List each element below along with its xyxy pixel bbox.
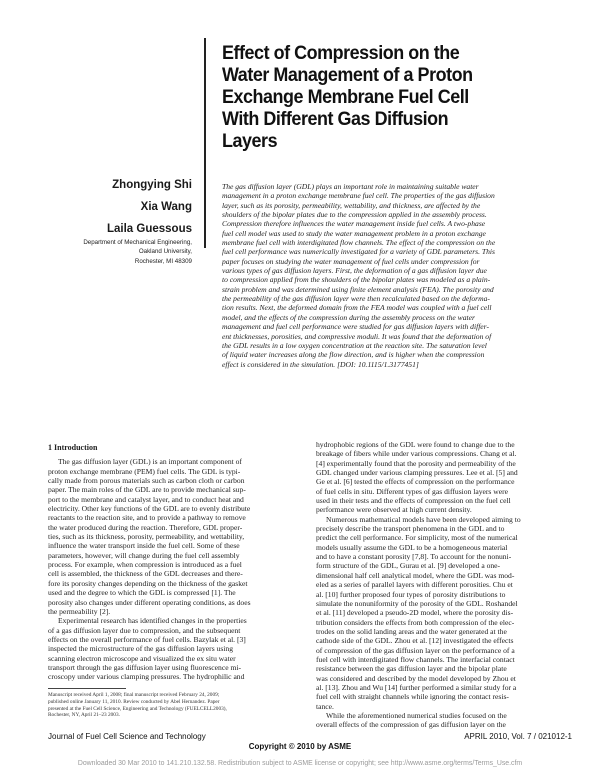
author-affiliation: [83, 238, 192, 266]
body-line: resistance between the gas diffusion layer and the bipolar plate: [316, 664, 507, 674]
author-name: Zhongying Shi: [112, 179, 192, 191]
body-line: reactants to the reaction site, and to provide a pathway to remove: [48, 513, 246, 523]
footnote-line: Manuscript received April 1, 2008; final manuscript received February 24, 2009;: [48, 692, 220, 698]
abstract-line: paper focuses on studying the water management of fuel cells under compression for: [222, 256, 480, 266]
abstract-line: strain problem and was determined using finite element analysis (FEA). The porosity and: [222, 284, 494, 294]
body-line: precisely describe the transport phenomena in the GDL and to: [316, 524, 505, 534]
body-line: transport through the gas diffusion layer using fluorescence mi-: [48, 662, 242, 672]
abstract-line: the permeability of the gas diffusion layer were then recalculated based on the deforma-: [222, 294, 490, 304]
abstract-line: fuel cell model was used to study the water management problem in a proton exchange: [222, 228, 486, 238]
abstract-line: ent thicknesses, porosities, and compressive moduli. It was found that the deformation of: [222, 331, 492, 341]
abstract-line: of liquid water increases along the flow direction, and is higher when the compression: [222, 350, 485, 360]
footnote-line: presented at the Fuel Cell Science, Engineering and Technology (FUELCELL2003),: [48, 705, 227, 712]
title-line: Water Management of a Proton: [222, 64, 473, 86]
body-line: simulate the nonuniformity of the porosity of the GDL. Roshandel: [316, 598, 518, 608]
title-line: With Different Gas Diffusion: [222, 108, 449, 130]
body-line: fuel cell with straight channels while ignoring the contact resis-: [316, 692, 509, 702]
body-line: form structure of the GDL, Gurau et al. [9] developed a one-: [316, 561, 501, 571]
body-line: The gas diffusion layer (GDL) is an important component of: [58, 457, 242, 467]
body-line: porosity also changes under different operating conditions, as does: [48, 597, 251, 607]
abstract-line: shoulders of the bipolar plates due to the compression applied in the assembly process.: [222, 210, 487, 220]
affiliation-line: Department of Mechanical Engineering,: [83, 239, 192, 246]
title-line: Exchange Membrane Fuel Cell: [222, 86, 469, 108]
body-line: overall effects of the compression of gas diffusion layer on the: [316, 720, 506, 730]
body-line: GDL changed under various clamping pressures. Lee et al. [5] and: [316, 468, 518, 478]
author-list: [107, 174, 192, 240]
body-line: and to have a constant porosity [7,8]. To account for the nonuni-: [316, 552, 512, 562]
abstract-line: fuel cell performance was numerically investigated for a variety of GDL parameters. This: [222, 247, 495, 257]
body-line: used in their tests and the effects of compression on the fuel cell: [316, 496, 511, 506]
abstract-line: membrane fuel cell with interdigitated flow channels. The effect of the compression on the: [222, 238, 496, 248]
abstract-line: model, and the effects of the compression during the assembly process on the water: [222, 312, 475, 322]
paper-title: [222, 42, 526, 152]
body-line: cathode side of the GDL. Zhou et al. [12] investigated the effects: [316, 636, 514, 646]
body-line: models usually assume the GDL to be a homogeneous material: [316, 542, 508, 552]
body-line: tance.: [316, 701, 334, 711]
body-line: hydrophobic regions of the GDL were found to change due to the: [316, 440, 515, 449]
body-line: dimensional half cell analytical model, where the GDL was mod-: [316, 570, 515, 580]
abstract-line: tion results. Next, the deformed domain from the FEA model was coupled with a fuel cell: [222, 303, 492, 313]
body-line: the water produced during the reaction. Therefore, GDL proper-: [48, 522, 243, 532]
body-line: scanning electron microscope and visualized the ex situ water: [48, 653, 236, 663]
affiliation-line: Oakland University,: [138, 248, 192, 256]
journal-name: Journal of Fuel Cell Science and Technology: [48, 732, 206, 741]
body-line: process. For example, when compression is introduced as a fuel: [48, 560, 242, 570]
affiliation-line: Rochester, MI 48309: [134, 257, 192, 265]
download-notice: Downloaded 30 Mar 2010 to 141.210.132.58. Redistribution subject to ASME license or copyright; see http://www.asme.org/terms/Terms_Use.cfm: [77, 760, 523, 767]
abstract-line: various types of gas diffusion layers. First, the deformation of a gas diffusion layer due: [222, 266, 487, 276]
body-line: parameters, however, will change during the fuel cell assembly: [48, 550, 240, 560]
body-line: of fuel cells in situ. Different types of gas diffusion layers were: [316, 486, 509, 496]
body-column-right: [316, 440, 572, 730]
body-line: influence the water transport inside the fuel cell. Some of these: [48, 541, 240, 551]
body-line: al. [10] further proposed four types of porosity distributions to: [316, 589, 506, 599]
body-line: fuel cell with interdigitated flow channels. The interfacial contact: [316, 654, 515, 664]
copyright-notice: Copyright © 2010 by ASME: [248, 742, 352, 751]
body-line: used and the degree to which the GDL is compressed [1]. The: [48, 588, 236, 598]
abstract-line: management in a proton exchange membrane fuel cell. The properties of the gas diffusion: [222, 191, 495, 201]
body-line: electricity. Other key functions of the GDL are to evenly distribute: [48, 504, 251, 514]
body-line: paper. The main roles of the GDL are to provide mechanical sup-: [48, 485, 246, 495]
body-line: fore its porosity changes depending on the thickness of the gasket: [48, 578, 248, 588]
body-line: et al. [11] developed a pseudo-2D model, where the porosity dis-: [316, 608, 514, 618]
title-line: Layers: [222, 130, 278, 152]
body-line: was considered and described by the model developed by Zhou et: [316, 673, 516, 683]
body-line: port to the membrane and catalyst layer, and to conduct heat and: [48, 494, 244, 504]
author-name: Laila Guessous: [106, 223, 192, 235]
abstract-line: effect is considered in the simulation. [DOI: 10.1115/1.3177451]: [222, 359, 419, 369]
body-line: croscopy under various clamping pressures. The hydrophilic and: [48, 672, 245, 682]
body-line: [4] experimentally found that the porosity and permeability of the: [316, 458, 516, 468]
abstract: [222, 182, 552, 369]
body-line: inspected the microstructure of the gas diffusion layers using: [48, 644, 234, 654]
abstract-line: Compression therefore influences the water management inside fuel cells. A two-phase: [222, 219, 486, 229]
footnote-line: Rochester, NY, April 21–23 2003.: [48, 712, 120, 719]
body-line: While the aforementioned numerical studies focused on the: [326, 710, 507, 720]
body-line: tribution considers the effects from both compression of the elec-: [316, 617, 515, 627]
body-line: ties, such as its thickness, porosity, permeability, and wettability,: [48, 532, 245, 542]
body-line: trodes on the solid landing areas and the water generated at the: [316, 626, 507, 636]
body-line: of compression of the gas diffusion layer on the performance of a: [316, 645, 515, 655]
body-line: breakage of fibers while under various compressions. Chang et al.: [316, 449, 517, 459]
body-line: cally made from porous materials such as carbon cloth or carbon: [48, 476, 245, 486]
body-line: eled as a series of parallel layers with different porosities. Chu et: [316, 580, 513, 590]
footnote-line: published online January 11, 2010. Review conducted by Abel Hernandez. Paper: [48, 698, 220, 705]
body-line: cell is assembled, the thickness of the GDL decreases and there-: [48, 569, 243, 579]
footnote: [48, 692, 302, 719]
abstract-line: to compression applied from the shoulders of the bipolar plates was modeled as a plain-: [222, 275, 491, 285]
body-line: performance were observed at high current density.: [316, 505, 472, 515]
body-line: of a gas diffusion layer due to compression, and the subsequent: [48, 625, 241, 635]
body-line: Ge et al. [6] tested the effects of compression on the performance: [316, 477, 515, 487]
abstract-line: management and fuel cell performance were studied for gas diffusion layers with differ-: [222, 322, 490, 332]
author-name: Xia Wang: [140, 201, 192, 213]
body-line: predict the cell performance. For simplicity, most of the numerical: [316, 533, 518, 543]
body-line: proton exchange membrane (PEM) fuel cells. The GDL is typi-: [48, 466, 241, 476]
abstract-line: The gas diffusion layer (GDL) plays an important role in maintaining suitable water: [222, 182, 479, 191]
title-divider-rule: [204, 38, 206, 248]
footnote-rule: [48, 688, 126, 689]
body-column-left: [48, 440, 302, 682]
section-heading: 1 Introduction: [48, 443, 98, 452]
body-line: Numerous mathematical models have been developed aiming to: [326, 514, 521, 524]
body-line: effects on the overall performance of fuel cells. Bazylak et al. [3]: [48, 634, 246, 644]
body-line: the permeability [2].: [48, 606, 111, 616]
body-line: al. [13]. Zhou and Wu [14] further performed a similar study for a: [316, 682, 517, 692]
body-line: Experimental research has identified changes in the properties: [58, 616, 247, 626]
abstract-line: the GDL results in a low oxygen concentration at the reaction site. The saturation level: [222, 340, 487, 350]
journal-issue: APRIL 2010, Vol. 7 / 021012-1: [464, 732, 572, 741]
title-line: Effect of Compression on the: [222, 42, 460, 64]
abstract-line: layer, such as its porosity, permeability, wettability, and thickness, are affected by the: [222, 200, 481, 210]
